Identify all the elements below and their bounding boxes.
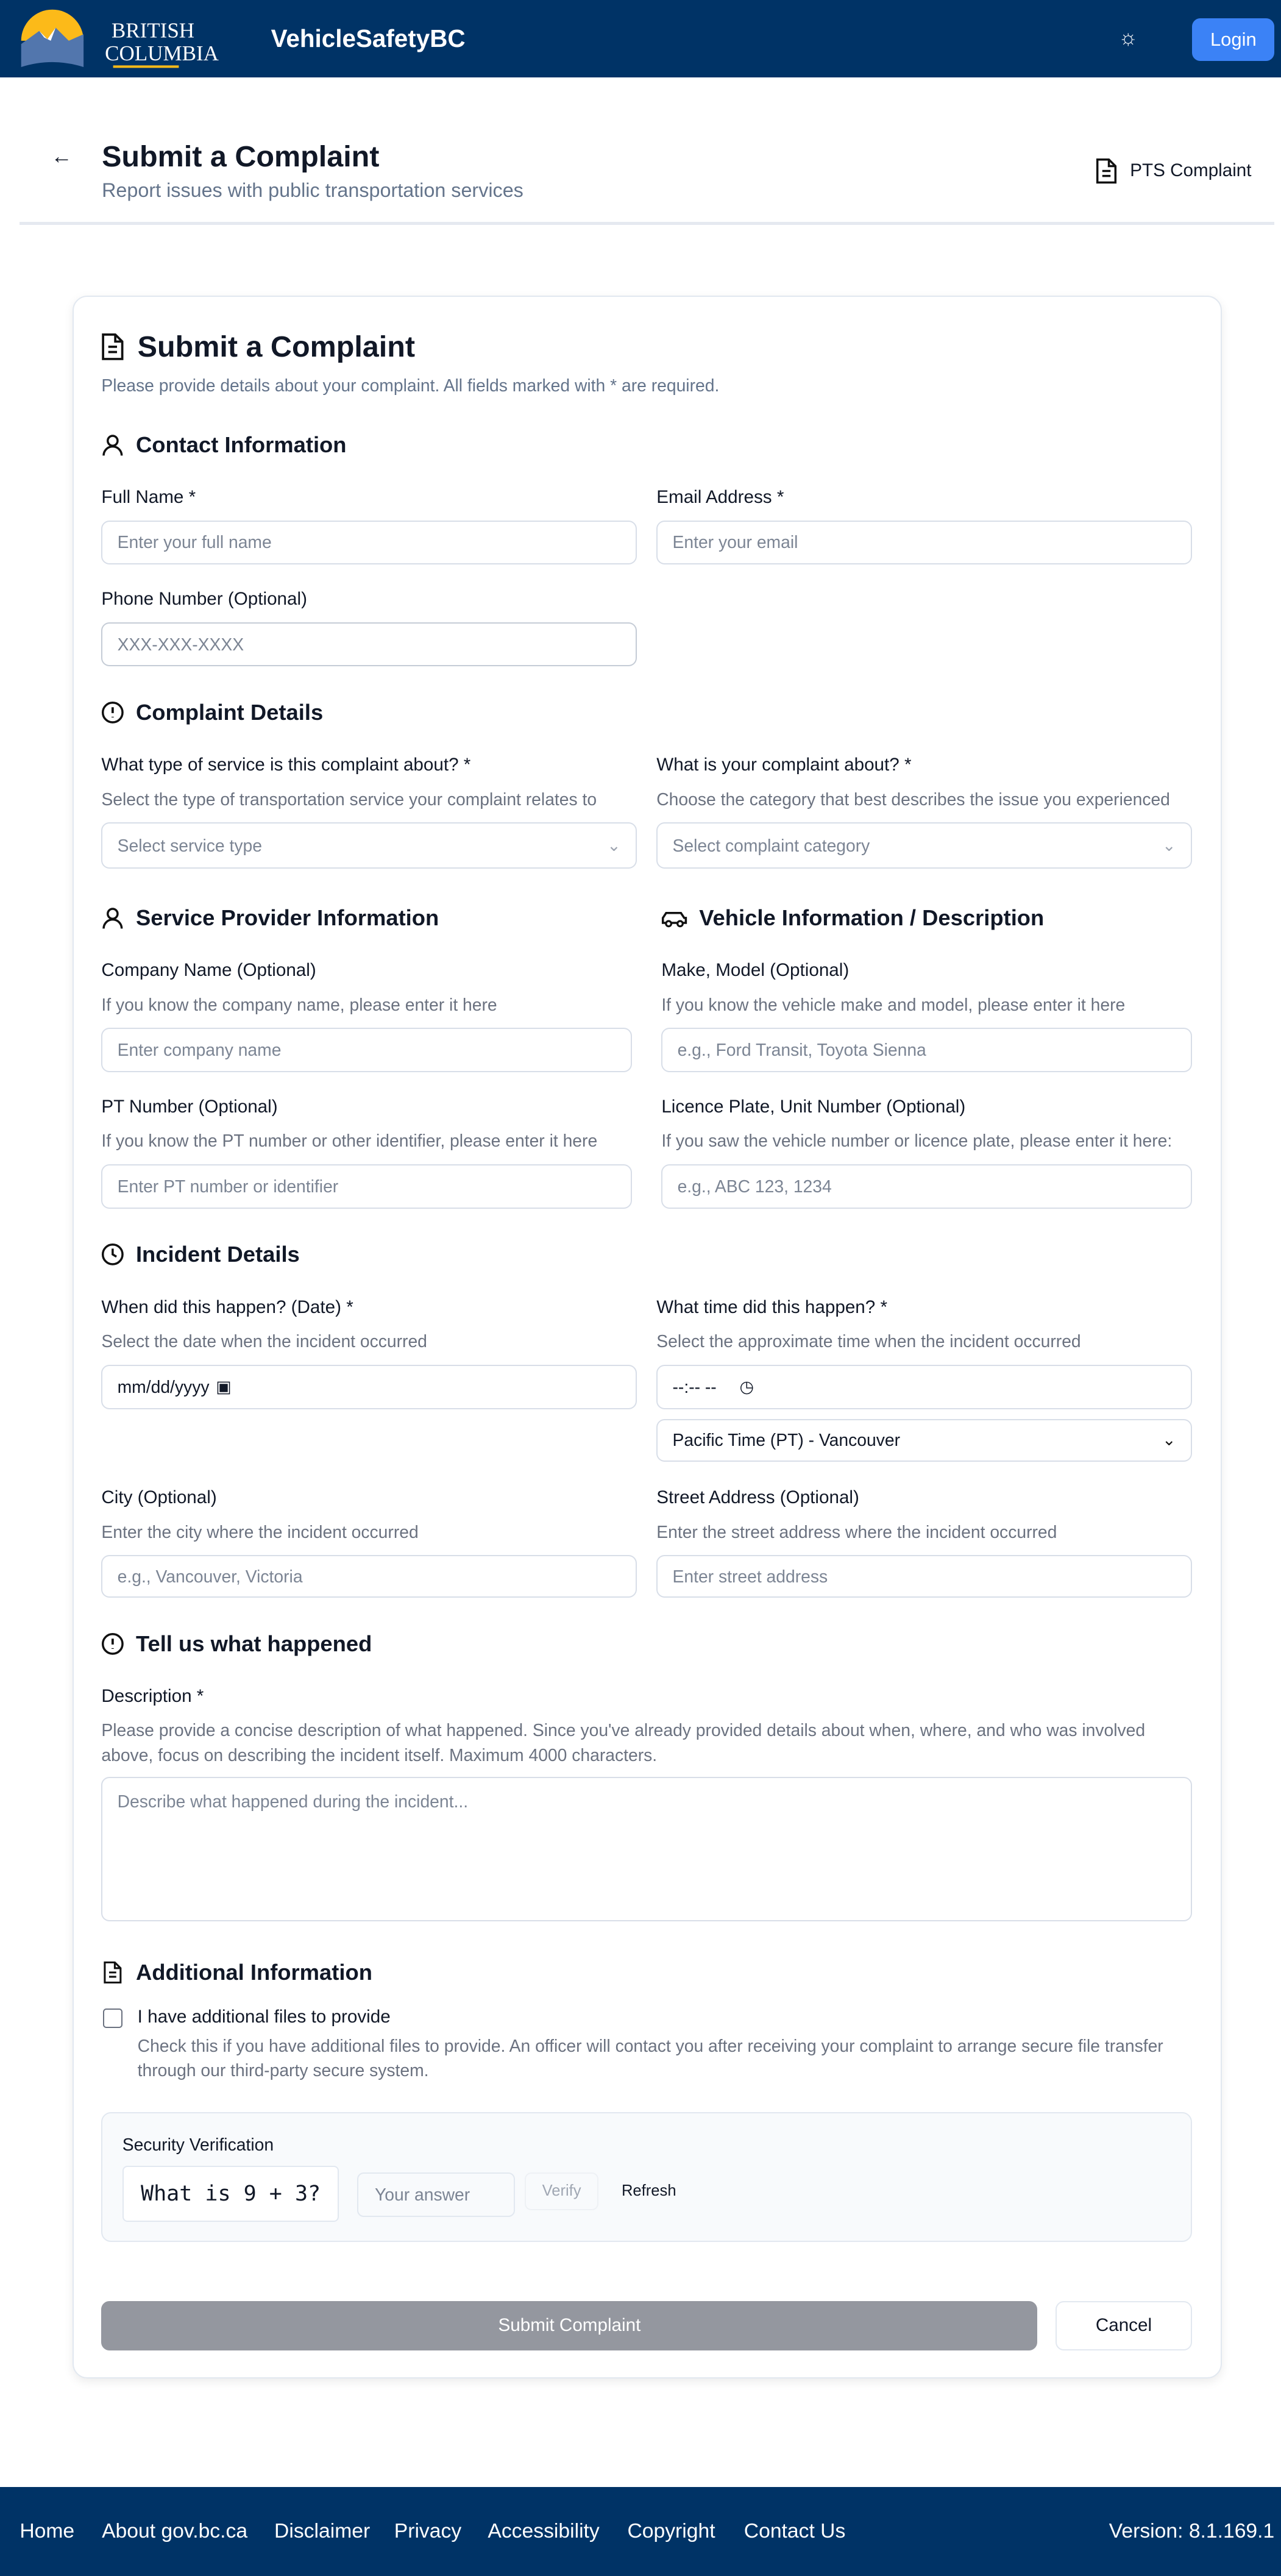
alert-circle-icon <box>101 1632 124 1656</box>
licence-plate-input[interactable]: e.g., ABC 123, 1234 <box>661 1164 1191 1209</box>
brand-title[interactable]: VehicleSafetyBC <box>271 24 466 53</box>
description-help: Please provide a concise description of what happened. Since you've already provided details about when, where, and who was involved above, focus on describing the incident itself. Maximum 4000 characters. <box>101 1720 1146 1765</box>
incident-time-label: What time did this happen? * <box>656 1297 888 1317</box>
email-field <box>656 486 1192 564</box>
form-title-text: Submit a Complaint <box>137 330 416 363</box>
complaint-category-select[interactable] <box>656 822 1192 868</box>
chevron-down-icon: ⌄ <box>607 836 621 855</box>
pt-number-field <box>101 1095 631 1209</box>
refresh-button[interactable]: Refresh <box>621 2182 676 2200</box>
incident-time-field <box>656 1296 1192 1462</box>
section-heading: Complaint Details <box>135 699 324 725</box>
service-type-help: Select the type of transportation service your complaint relates to <box>101 789 597 809</box>
full-name-field <box>101 486 637 564</box>
section-heading: Service Provider Information <box>135 905 439 930</box>
clock-icon <box>101 1243 124 1266</box>
timezone-value: Pacific Time (PT) - Vancouver <box>672 1430 901 1450</box>
full-name-input[interactable]: Enter your full name <box>101 521 637 565</box>
form-title <box>101 330 415 364</box>
pts-complaint-label: PTS Complaint <box>1130 160 1252 181</box>
service-type-select[interactable] <box>101 822 637 868</box>
section-service-provider <box>101 905 439 931</box>
login-button[interactable]: Login <box>1192 18 1274 61</box>
cancel-button[interactable]: Cancel <box>1056 2301 1192 2350</box>
incident-date-input[interactable] <box>101 1365 637 1409</box>
footer-link-home[interactable]: Home <box>20 2519 75 2542</box>
footer-link-accessibility[interactable]: Accessibility <box>488 2519 600 2542</box>
calendar-icon[interactable]: ▣ <box>216 1377 232 1396</box>
phone-label: Phone Number (Optional) <box>101 589 307 610</box>
description-textarea[interactable]: Describe what happened during the incident... <box>101 1777 1191 1921</box>
footer-link-about[interactable]: About gov.bc.ca <box>102 2519 248 2542</box>
phone-input[interactable]: XXX-XXX-XXXX <box>101 622 637 667</box>
company-field <box>101 959 631 1072</box>
security-verification <box>101 2112 1191 2242</box>
version-label: Version: 8.1.169.1 <box>1109 2519 1275 2542</box>
full-name-label: Full Name * <box>101 486 196 507</box>
chevron-down-icon: ⌄ <box>1162 836 1176 855</box>
company-help: If you know the company name, please enter it here <box>101 994 497 1014</box>
make-model-help: If you know the vehicle make and model, please enter it here <box>661 994 1126 1014</box>
page-subtitle: Report issues with public transportation services <box>102 179 523 201</box>
section-incident <box>101 1242 299 1268</box>
security-label: Security Verification <box>122 2134 274 2154</box>
incident-date-field <box>101 1296 637 1409</box>
pts-complaint-badge <box>1096 158 1252 184</box>
section-heading: Contact Information <box>135 432 347 457</box>
document-icon <box>101 1961 124 1984</box>
footer-link-copyright[interactable]: Copyright <box>627 2519 715 2542</box>
description-field <box>101 1685 1191 1921</box>
pt-number-help: If you know the PT number or other identifier, please enter it here <box>101 1131 598 1151</box>
street-field <box>656 1486 1192 1598</box>
date-value: mm/dd/yyyy <box>117 1376 210 1397</box>
email-input[interactable]: Enter your email <box>656 521 1192 565</box>
section-contact <box>101 432 346 458</box>
section-heading: Incident Details <box>135 1242 300 1267</box>
clock-icon[interactable]: ◷ <box>739 1377 754 1396</box>
additional-files-checkbox[interactable] <box>103 2008 122 2028</box>
page-title: Submit a Complaint <box>102 140 380 174</box>
company-label: Company Name (Optional) <box>101 960 316 981</box>
section-heading: Additional Information <box>135 1959 372 1985</box>
incident-time-input[interactable] <box>656 1365 1192 1409</box>
phone-field <box>101 588 637 666</box>
footer-link-contact[interactable]: Contact Us <box>743 2519 846 2542</box>
email-label: Email Address * <box>656 486 784 507</box>
theme-toggle-sun-icon[interactable]: ☼ <box>1118 26 1138 50</box>
make-model-label: Make, Model (Optional) <box>661 960 850 981</box>
section-heading: Tell us what happened <box>135 1631 372 1656</box>
service-type-value: Select service type <box>117 835 262 855</box>
incident-date-help: Select the date when the incident occurred <box>101 1331 427 1351</box>
description-label: Description * <box>101 1686 204 1707</box>
alert-circle-icon <box>101 701 124 724</box>
chevron-down-icon: ⌄ <box>1162 1431 1176 1450</box>
incident-date-label: When did this happen? (Date) * <box>101 1297 353 1317</box>
complaint-form-card <box>73 296 1222 2379</box>
svg-text:COLUMBIA: COLUMBIA <box>105 41 219 66</box>
document-icon <box>101 333 124 361</box>
section-what-happened <box>101 1631 372 1657</box>
verify-button[interactable]: Verify <box>525 2172 598 2210</box>
footer <box>0 2487 1281 2576</box>
car-icon <box>661 906 687 930</box>
user-icon <box>101 906 124 930</box>
street-label: Street Address (Optional) <box>656 1487 859 1508</box>
complaint-category-value: Select complaint category <box>672 835 870 855</box>
city-field <box>101 1486 637 1598</box>
city-input[interactable]: e.g., Vancouver, Victoria <box>101 1555 637 1598</box>
footer-link-privacy[interactable]: Privacy <box>394 2519 462 2542</box>
additional-files-label[interactable]: I have additional files to provide <box>137 2007 391 2027</box>
city-label: City (Optional) <box>101 1487 217 1508</box>
incident-time-help: Select the approximate time when the incident occurred <box>656 1331 1081 1351</box>
back-arrow-icon[interactable]: ← <box>51 144 73 169</box>
captcha-question: What is 9 + 3? <box>122 2166 339 2222</box>
bc-logo[interactable] <box>20 8 243 70</box>
submit-complaint-button[interactable]: Submit Complaint <box>101 2301 1037 2350</box>
pt-number-label: PT Number (Optional) <box>101 1096 278 1117</box>
additional-files-help: Check this if you have additional files to provide. An officer will contact you after receiving your complaint to arrange secure file transfer through our third-party secure system. <box>137 2035 1163 2080</box>
complaint-category-field <box>656 753 1192 869</box>
time-value: --:-- -- <box>672 1376 717 1397</box>
licence-plate-field <box>661 1095 1191 1209</box>
user-icon <box>101 433 124 457</box>
complaint-category-label: What is your complaint about? * <box>656 755 912 775</box>
form-description: Please provide details about your complaint. All fields marked with * are required. <box>101 375 720 396</box>
timezone-select[interactable] <box>656 1419 1192 1462</box>
licence-plate-label: Licence Plate, Unit Number (Optional) <box>661 1096 966 1117</box>
street-help: Enter the street address where the incident occurred <box>656 1521 1057 1542</box>
complaint-category-help: Choose the category that best describes the issue you experienced <box>656 789 1170 809</box>
footer-link-disclaimer[interactable]: Disclaimer <box>274 2519 371 2542</box>
top-nav <box>0 0 1281 77</box>
captcha-answer-input[interactable]: Your answer <box>357 2172 515 2217</box>
service-type-field <box>101 753 637 869</box>
make-model-field <box>661 959 1191 1072</box>
section-additional <box>101 1959 372 1985</box>
service-type-label: What type of service is this complaint about? * <box>101 755 471 775</box>
section-heading: Vehicle Information / Description <box>699 905 1045 930</box>
section-vehicle <box>661 905 1191 931</box>
licence-plate-help: If you saw the vehicle number or licence plate, please enter it here: <box>661 1131 1173 1151</box>
document-icon <box>1096 158 1117 184</box>
city-help: Enter the city where the incident occurred <box>101 1521 419 1542</box>
street-input[interactable]: Enter street address <box>656 1555 1192 1598</box>
pt-number-input[interactable]: Enter PT number or identifier <box>101 1164 631 1209</box>
make-model-input[interactable]: e.g., Ford Transit, Toyota Sienna <box>661 1028 1191 1072</box>
company-input[interactable]: Enter company name <box>101 1028 631 1072</box>
section-complaint-details <box>101 699 323 725</box>
header-divider <box>20 222 1274 225</box>
svg-text:BRITISH: BRITISH <box>112 18 195 43</box>
